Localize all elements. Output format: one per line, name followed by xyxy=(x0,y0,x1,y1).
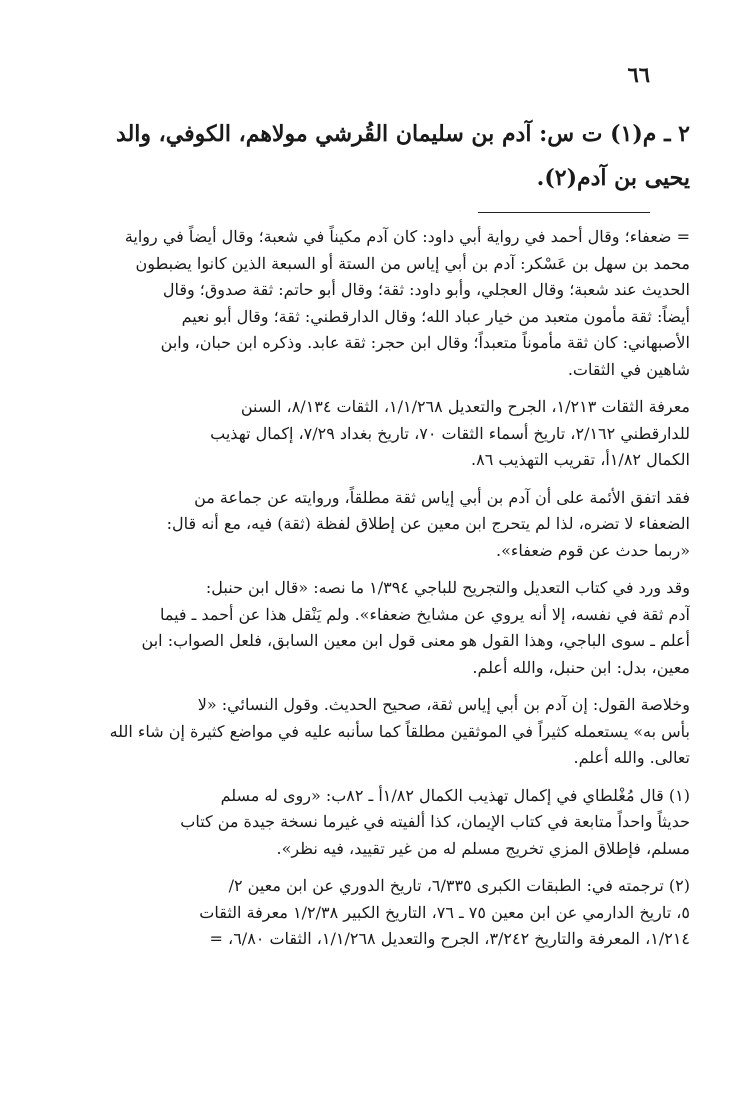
paragraph-gap xyxy=(56,772,690,783)
baji-paragraph xyxy=(56,575,690,681)
footnote-1 xyxy=(56,783,690,863)
text-line: = ضعفاء؛ وقال أحمد في رواية أبي داود: كان آدم مكيناً في شعبة؛ وقال أيضاً في رواية xyxy=(124,227,690,246)
text-line: معرفة الثقات ١/٢١٣، الجرح والتعديل ١/١/٢٦٨، الثقات ٨/١٣٤، السنن xyxy=(240,397,690,416)
footnotes xyxy=(56,224,690,953)
text-line: (١) قال مُغْلطاي في إكمال تهذيب الكمال ١/٨٢أ ـ ٨٢ب: «روى له مسلم xyxy=(220,785,690,805)
text-line: فقد اتفق الأئمة على أن آدم بن أبي إياس ثقة مطلقاً، وروايته عن جماعة من xyxy=(194,487,690,507)
text-line: الحديث عند شعبة؛ وقال العجلي، وأبو داود: ثقة؛ وقال أبو حاتم: ثقة صدوق؛ وقال xyxy=(162,280,690,299)
text-line: وقد ورد في كتاب التعديل والتجريح للباجي ١/٣٩٤ ما نصه: «قال ابن حنبل: xyxy=(205,578,690,597)
text-line: وخلاصة القول: إن آدم بن أبي إياس ثقة، صحيح الحديث. وقول النسائي: «لا xyxy=(197,695,690,714)
entry-heading-line: يحيى بن آدم(٢). xyxy=(536,165,690,191)
text-line: محمد بن سهل بن عَسْكر: آدم بن أبي إياس من الستة أو السبعة الذين كانوا يضبطون xyxy=(135,253,690,273)
paragraph-gap xyxy=(56,862,690,873)
text-line: أيضاً: ثقة مأمون متعبد من خيار عباد الله؛ وقال الدارقطني: ثقة؛ وقال أبو نعيم xyxy=(181,306,690,326)
paragraph-gap xyxy=(56,474,690,485)
agreement-paragraph xyxy=(56,485,690,565)
text-line: مسلم، فإطلاق المزي تخريج مسلم له من غير تقييد، فيه نظر». xyxy=(276,838,690,858)
paragraph-gap xyxy=(56,383,690,394)
text-line: الأصبهاني: كان ثقة مأموناً متعبداً؛ وقال ابن حجر: ثقة عابد. وذكره ابن حبان، وابن xyxy=(160,333,690,352)
footnote-separator xyxy=(478,212,650,213)
footnote-2 xyxy=(56,873,690,953)
text-line: ١/٢١٤، المعرفة والتاريخ ٣/٢٤٢، الجرح والتعديل ١/١/٢٦٨، الثقات ٦/٨٠، = xyxy=(209,929,690,948)
text-line: معين، بدل: ابن حنبل، والله أعلم. xyxy=(472,657,690,677)
biography-entry xyxy=(56,112,690,200)
paragraph-gap xyxy=(56,564,690,575)
text-line: حديثاً واحداً متابعة في كتاب الإيمان، كذا ألفيته في غيرما نسخة جيدة من كتاب xyxy=(180,812,690,831)
text-line: بأس به» يستعمله كثيراً في الموثقين مطلقاً كما سأنبه عليه في مواضع كثيرة إن شاء الله xyxy=(109,721,690,741)
page-number: ٦٦ xyxy=(627,62,650,87)
text-line: الضعفاء لا تضره، لذا لم يتحرج ابن معين عن إطلاق لفظة (ثقة) فيه، مع أنه قال: xyxy=(166,514,690,533)
text-line: ٥، تاريخ الدارمي عن ابن معين ٧٥ ـ ٧٦، التاريخ الكبير ١/٢/٣٨ معرفة الثقات xyxy=(199,902,690,922)
text-line: آدم ثقة في نفسه، إلا أنه يروي عن مشايخ ضعفاء». ولم يَنْقل هذا عن أحمد ـ فيما xyxy=(159,604,690,624)
text-line: تعالى. والله أعلم. xyxy=(573,748,690,767)
paragraph-gap xyxy=(56,681,690,692)
continuation-note xyxy=(56,224,690,383)
entry-heading-line: ٢ ـ م(١) ت س: آدم بن سليمان القُرشي مولاهم، الكوفي، والد xyxy=(116,121,690,147)
text-line: الكمال ١/٨٢أ، تقريب التهذيب ٨٦. xyxy=(471,450,690,469)
text-line: للدارقطني ٢/١٦٢، تاريخ أسماء الثقات ٧٠، تاريخ بغداد ٧/٢٩، إكمال تهذيب xyxy=(210,423,690,443)
text-line: شاهين في الثقات. xyxy=(567,359,690,379)
text-line: «ربما حدث عن قوم ضعفاء». xyxy=(495,540,690,560)
text-line: (٢) ترجمته في: الطبقات الكبرى ٦/٣٣٥، تاريخ الدوري عن ابن معين ٢/ xyxy=(228,876,690,895)
conclusion-paragraph xyxy=(56,692,690,772)
text-line: أعلم ـ سوى الباجي، وهذا القول هو معنى قول ابن معين السابق، فلعل الصواب: ابن xyxy=(141,631,690,650)
sources-paragraph xyxy=(56,394,690,474)
